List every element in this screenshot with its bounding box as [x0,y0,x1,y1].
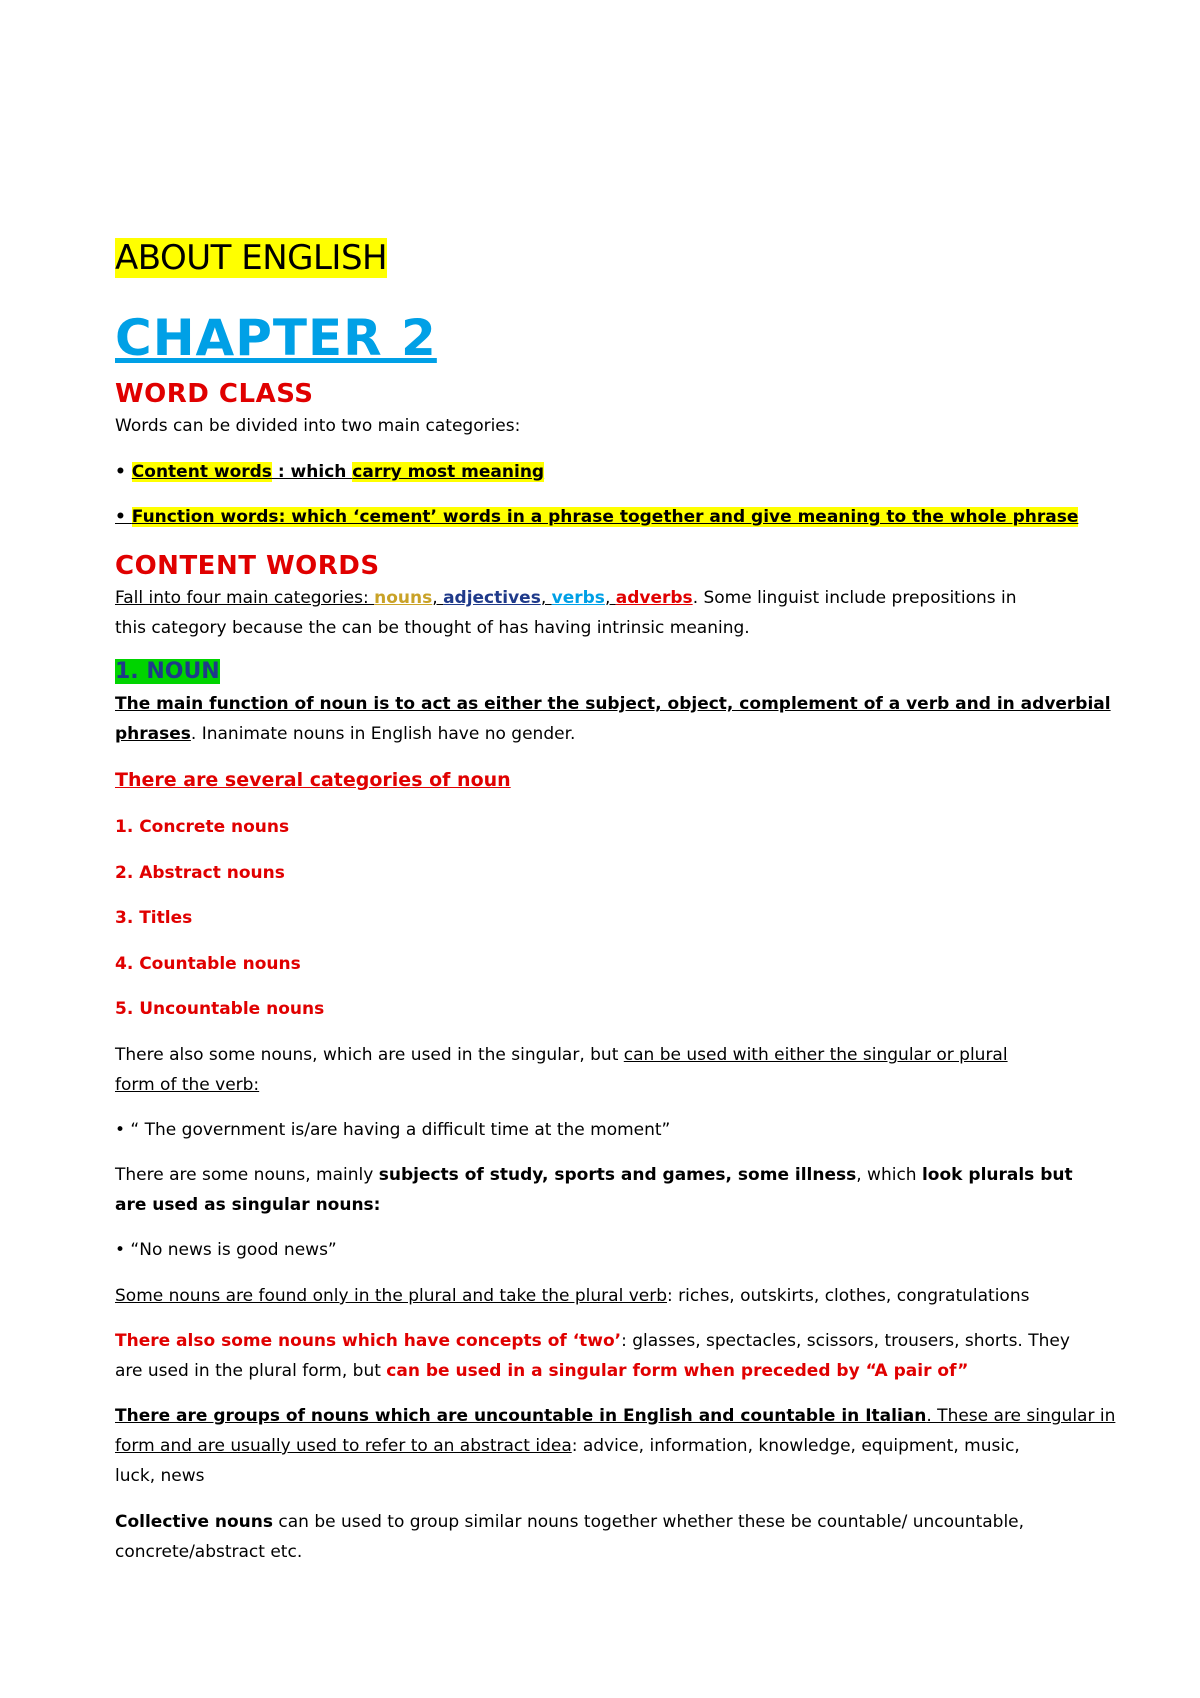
content-words-desc: carry most meaning [352,462,545,482]
bullet-mid: : which [271,462,353,482]
comma: , [604,588,616,608]
word-class-heading: WORD CLASS [115,379,314,409]
bullet-mark: • [115,507,132,527]
para-plural-only [115,1284,1029,1308]
function-words-desc: : which ‘cement’ words in a phrase together and give meaning to the whole phrase [278,507,1079,527]
cat-adverbs: adverbs [615,588,693,608]
content-words-heading: CONTENT WORDS [115,551,380,581]
para-look-plural-line2: are used as singular nouns: [115,1195,381,1215]
bullet-content-words [115,460,544,484]
para-collective-line1 [115,1510,1024,1534]
para-look-plural-line1 [115,1163,1073,1187]
category-item: 5. Uncountable nouns [115,999,325,1019]
para-red: can be used in a singular form when preceded by “A pair of” [386,1361,969,1381]
para-bold-underlined: There are groups of nouns which are uncountable in English and countable in Italian [115,1406,927,1426]
content-words-term: Content words [131,462,272,482]
content-words-line1 [115,586,1017,610]
comma: , [540,588,552,608]
para-singular-plural-line2: form of the verb: [115,1075,260,1095]
function-words-term: Function words [131,507,279,527]
para-singular-plural-line1 [115,1043,1008,1067]
para-text: , which [856,1165,922,1185]
noun-definition-line2 [115,722,575,746]
comma: , [432,588,444,608]
category-item: 4. Countable nouns [115,954,301,974]
bullet-function-words [115,505,1078,529]
noun-definition-rest: . Inanimate nouns in English have no gender. [190,724,576,744]
category-item: 3. Titles [115,908,193,928]
para-text: There are some nouns, mainly [115,1165,379,1185]
para-red: There also some nouns which have concepts of ‘two’ [115,1331,622,1351]
doc-title-text: ABOUT ENGLISH [115,238,388,278]
para-text: : riches, outskirts, clothes, congratulations [667,1286,1030,1306]
para-bold: subjects of study, sports and games, some illness [378,1165,857,1185]
noun-heading-text: 1. NOUN [115,659,220,684]
content-words-line2: this category because the can be thought of has having intrinsic meaning. [115,618,750,638]
content-words-lead: Fall into four main categories: [115,588,375,608]
chapter-heading: CHAPTER 2 [115,309,437,367]
para-text: can be used to group similar nouns together whether these be countable/ uncountable, [273,1512,1025,1532]
category-item: 2. Abstract nouns [115,863,285,883]
noun-definition-phrases: phrases [115,724,191,744]
para-text: are used in the plural form, but [115,1361,387,1381]
cat-nouns: nouns [374,588,433,608]
word-class-intro: Words can be divided into two main categories: [115,416,521,436]
para-underlined: form and are usually used to refer to an abstract idea [115,1436,572,1456]
bullet-mark: • [115,462,132,482]
para-uncountable-line1 [115,1404,1115,1428]
para-two-line2 [115,1359,968,1383]
categories-heading: There are several categories of noun [115,769,511,791]
doc-title [115,236,387,280]
example-news: • “No news is good news” [115,1240,337,1260]
para-bold: look plurals but [921,1165,1073,1185]
noun-heading [115,658,220,686]
para-text: : advice, information, knowledge, equipment, music, [571,1436,1020,1456]
example-government: • “ The government is/are having a difficult time at the moment” [115,1120,671,1140]
para-uncountable-line2 [115,1434,1020,1458]
para-text: There also some nouns, which are used in the singular, but [115,1045,624,1065]
para-uncountable-line3: luck, news [115,1466,205,1486]
para-underlined: can be used with either the singular or plural [623,1045,1008,1065]
content-words-tail: . Some linguist include prepositions in [692,588,1017,608]
para-text: : glasses, spectacles, scissors, trousers, shorts. They [621,1331,1070,1351]
cat-adjectives: adjectives [443,588,541,608]
para-underlined: . These are singular in [926,1406,1116,1426]
cat-verbs: verbs [551,588,605,608]
para-two-line1 [115,1329,1070,1353]
para-bold: Collective nouns [115,1512,274,1532]
noun-definition-line1: The main function of noun is to act as either the subject, object, complement of a verb and in adverbial [115,694,1111,714]
para-underlined: Some nouns are found only in the plural and take the plural verb [115,1286,668,1306]
category-item: 1. Concrete nouns [115,817,290,837]
para-collective-line2: concrete/abstract etc. [115,1542,303,1562]
